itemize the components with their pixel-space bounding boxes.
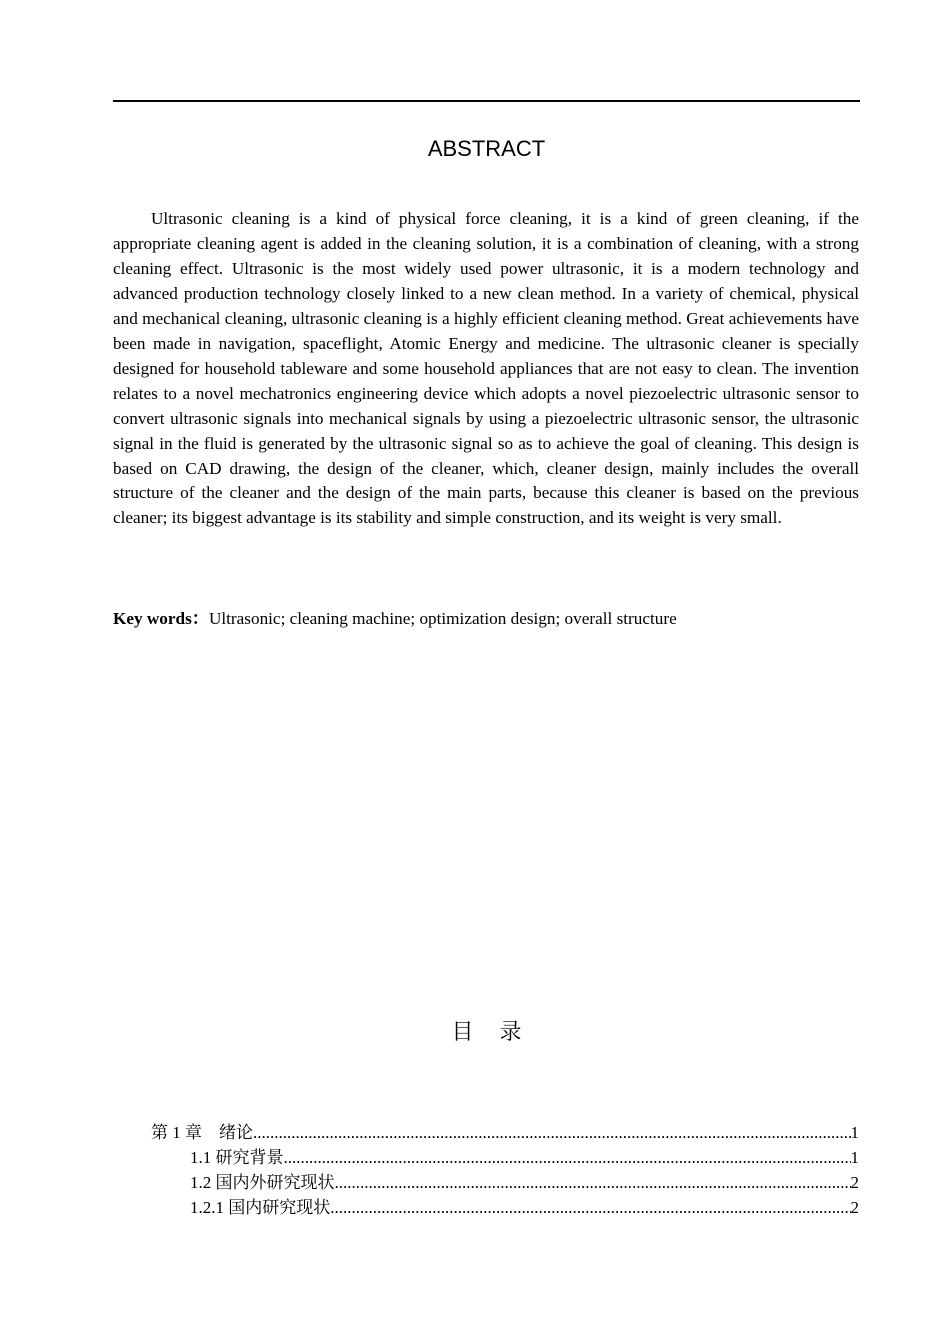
keywords-text: Ultrasonic; cleaning machine; optimization design; overall structure [208,609,677,628]
toc-entry[interactable] [190,1146,859,1171]
toc-entry[interactable] [190,1196,859,1221]
header-rule [113,100,860,102]
toc-leader-dots [330,1196,850,1221]
toc-entry-page: 2 [850,1198,859,1217]
abstract-body: Ultrasonic cleaning is a kind of physical force cleaning, it is a kind of green cleaning, if the appropriate cleaning agent is added in the cleaning solution, it is a combination of cleaning, with a strong cleaning effect. Ultrasonic is the most widely used power ultrasonic, it is a modern technology and advanced production technology closely linked to a new clean method. In a variety of chemical, physical and mechanical cleaning, ultrasonic cleaning is a highly efficient cleaning method. Great achievements have been made in navigation, spaceflight, Atomic Energy and medicine. The ultrasonic cleaner is specially designed for household tableware and some household appliances that are not easy to clean. The invention relates to a novel mechatronics engineering device which adopts a novel piezoelectric ultrasonic sensor to convert ultrasonic signals into mechanical signals by using a piezoelectric ultrasonic sensor, the ultrasonic signal in the fluid is generated by the ultrasonic signal so as to achieve the goal of cleaning. This design is based on CAD drawing, the design of the cleaner, which, cleaner design, mainly includes the overall structure of the cleaner and the design of the main parts, because this cleaner is based on the previous cleaner; its biggest advantage is its stability and simple construction, and its weight is very small. [113,209,859,528]
toc-entry-label: 1.2.1 国内研究现状 [190,1198,331,1217]
toc-entry[interactable] [190,1171,859,1196]
toc-leader-dots [335,1171,851,1196]
abstract-title: ABSTRACT [427,136,546,161]
toc-title-char-2: 录 [499,1020,522,1045]
toc-entry-page: 1 [850,1123,859,1142]
toc-entry-label: 第 1 章 绪论 [151,1123,253,1142]
toc-leader-dots [284,1146,851,1171]
toc-entry-label: 1.2 国内外研究现状 [190,1173,335,1192]
keywords-line [113,606,677,631]
toc-entry[interactable] [151,1121,859,1146]
keywords-label: Key words： [113,609,209,628]
toc-entry-page: 1 [850,1148,859,1167]
toc-entry-page: 2 [850,1173,859,1192]
toc-entry-label: 1.1 研究背景 [190,1148,284,1167]
toc-title-char-1: 目 [451,1020,474,1045]
toc-title [113,1015,860,1046]
toc-leader-dots [253,1121,851,1146]
